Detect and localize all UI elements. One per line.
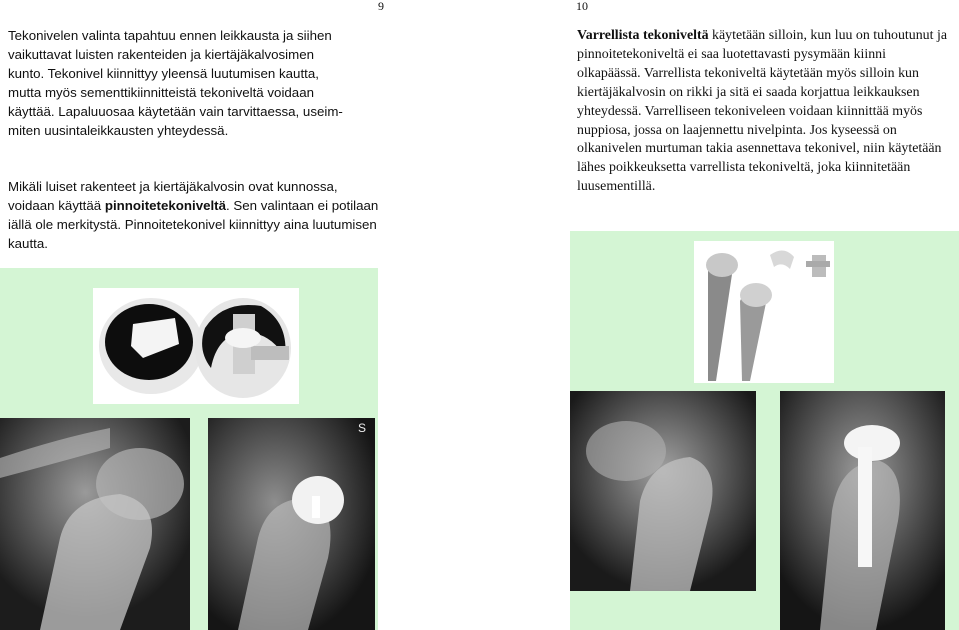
text-line: Tekonivelen valinta tapahtuu ennen leikkausta ja siihen <box>8 28 332 43</box>
page-number: 10 <box>576 0 588 13</box>
resurfacing-paragraph <box>8 178 380 254</box>
xray-fracture <box>570 391 756 591</box>
text-line: mutta myös sementtikiinnitteistä tekoniveltä voidaan <box>8 84 314 100</box>
text-run: käytetään silloin, kun luu on tuhoutunut ja pinnoitetekoniveltä ei saa luotettavasti pysymään kiinni olkapäässä. Varrellista tekoniveltä käytetään myös silloin kun kiertäjäkalvosin on rikki ja sitä ei saada korjattua leikkauksen yhteydessä. Varrelliseen tekoniveleen voidaan kiinnittää myös nuppiosa, jossa on laajennettu nivelpinta. Jos kyseessä on olkanivelen murtuman takia asennettava tekonivel, niin käytetään lähes poikkeuksetta varrellista tekoniveltä, joka kiinnitetään luusementillä. <box>577 28 947 195</box>
text-line: miten uusintaleikkausten yhteydessä. <box>8 122 229 138</box>
text-run: . Sen valintaan ei potilaan iällä ole merkitystä. Pinnoitetekonivel kiinnittyy aina luutumisen kautta. <box>8 197 379 251</box>
text-run: Mikäli luiset rakenteet ja kiertäjäkalvosin ovat kunnossa, voidaan käyttää <box>8 179 338 213</box>
xray-marker: S <box>358 421 367 435</box>
bold-term: Varrellista tekoniveltä <box>577 28 709 43</box>
bold-term: pinnoitetekoniveltä <box>104 197 227 213</box>
text-line: vaikuttavat luisten rakenteiden ja kiertäjäkalvosimen <box>8 46 314 62</box>
xray-before <box>0 418 190 630</box>
page-number: 9 <box>378 0 384 13</box>
text-line: käyttää. Lapaluuosaa käytetään vain tarvittaessa, useim- <box>8 103 343 119</box>
image-panel <box>570 231 959 630</box>
stemmed-implant-photo <box>694 241 834 383</box>
text-line: kunto. Tekonivel kiinnittyy yleensä luutumisen kautta, <box>8 65 319 81</box>
right-page <box>480 0 959 630</box>
implant-photo <box>93 288 299 404</box>
xray-stemmed <box>780 391 945 630</box>
xray-resurfacing <box>208 418 375 630</box>
stemmed-paragraph <box>577 27 949 197</box>
intro-paragraph <box>8 27 380 140</box>
image-panel <box>0 268 378 630</box>
left-page <box>0 0 479 630</box>
